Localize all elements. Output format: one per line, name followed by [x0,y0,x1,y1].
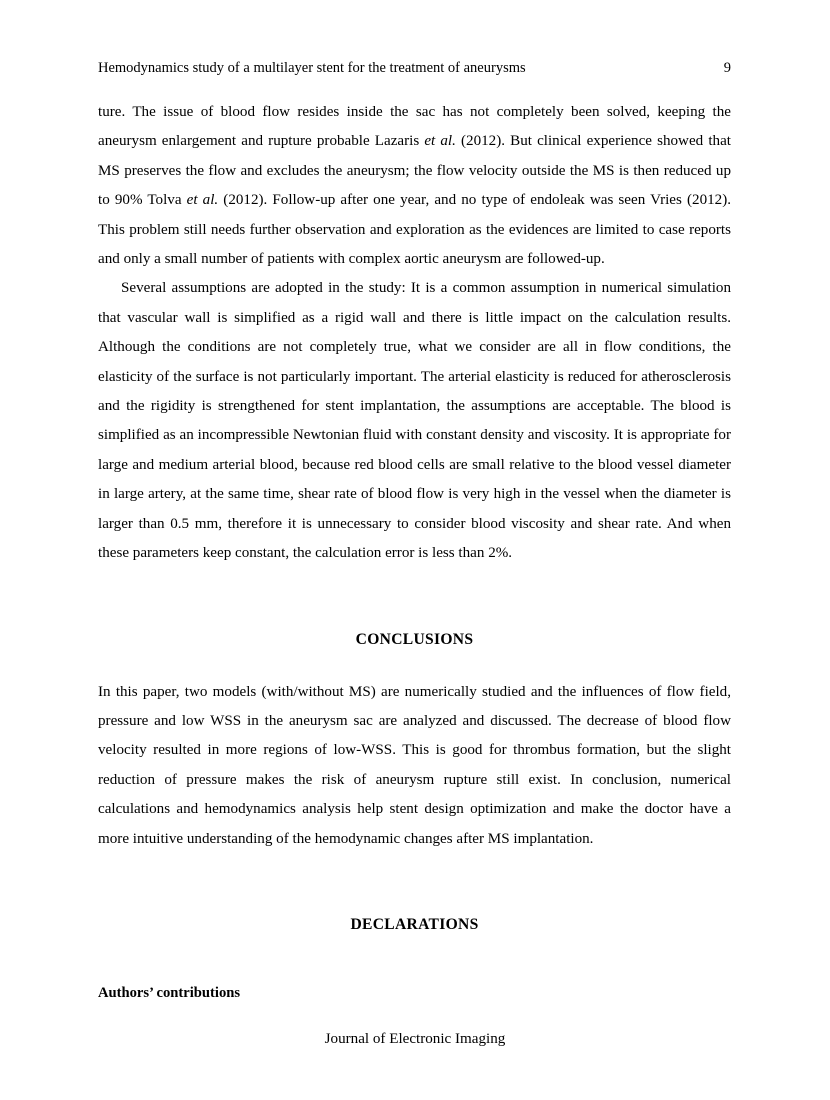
spacer-before-conclusions [98,569,731,629]
page-footer [0,1028,830,1050]
footer-journal-name: Journal of Electronic Imaging [324,1031,506,1047]
subheading-authors-contributions: Authors’ contributions [98,984,241,1001]
paragraph-conclusions: In this paper, two models (with/without MS) are numerically studied and the influences of flow field, pressure and low WSS in the aneurysm sac are analyzed and discussed. The decrease of blood flow velocity resulted in more regions of low-WSS. This is good for thrombus formation, but the slight reduction of pressure makes the risk of aneurysm rupture still exist. In conclusion, numerical calculations and hemodynamics analysis help stent design optimization and make the doctor have a more intuitive understanding of the hemodynamic changes after MS implantation. [98,683,731,847]
paragraph-1-segment-1: ture. The issue of blood flow resides inside the sac has not completely been solved, keeping the aneurysm enlargement and rupture probable Lazaris [98,104,731,150]
running-head [98,58,731,78]
spacer-after-declarations-heading [98,936,731,983]
citation-et-al-lazaris: et al. [424,133,456,150]
spacer-after-conclusions-heading [98,651,731,678]
running-head-title: Hemodynamics study of a multilayer stent for the treatment of aneurysms [98,60,526,76]
paragraph-1-segment-3: (2012). Follow-up after one year, and no type of endoleak was seen Vries (2012). This problem still needs further observation and exploration as the evidences are limited to case reports and only a small number of patients with complex aortic aneurysm are followed-up. [98,192,732,268]
paragraph-1-segment-2: (2012). But clinical experience showed that MS preserves the flow and excludes the aneurysm; the flow velocity outside the MS is then reduced up to 90% Tolva [98,133,731,209]
heading-declarations: DECLARATIONS [350,915,479,933]
paragraph-assumptions: Several assumptions are adopted in the study: It is a common assumption in numerical simulation that vascular wall is simplified as a rigid wall and there is little impact on the calculation results. Although the conditions are not completely true, what we consider are all in flow conditions, the elasticity of the surface is not particularly important. The arterial elasticity is reduced for atherosclerosis and the rigidity is strengthened for stent implantation, the assumptions are acceptable. The blood is simplified as an incompressible Newtonian fluid with constant density and viscosity. It is appropriate for large and medium arterial blood, because red blood cells are small relative to the blood vessel diameter in large artery, at the same time, shear rate of blood flow is very high in the vessel when the diameter is larger than 0.5 mm, therefore it is unnecessary to consider blood viscosity and shear rate. And when these parameters keep constant, the calculation error is less than 2%. [98,280,731,562]
paragraph-continued [98,98,731,274]
citation-et-al-tolva: et al. [186,192,219,209]
body-text-column [98,98,731,1003]
spacer-before-declarations [98,854,731,914]
heading-conclusions: CONCLUSIONS [355,630,474,648]
page-number: 9 [723,60,731,76]
